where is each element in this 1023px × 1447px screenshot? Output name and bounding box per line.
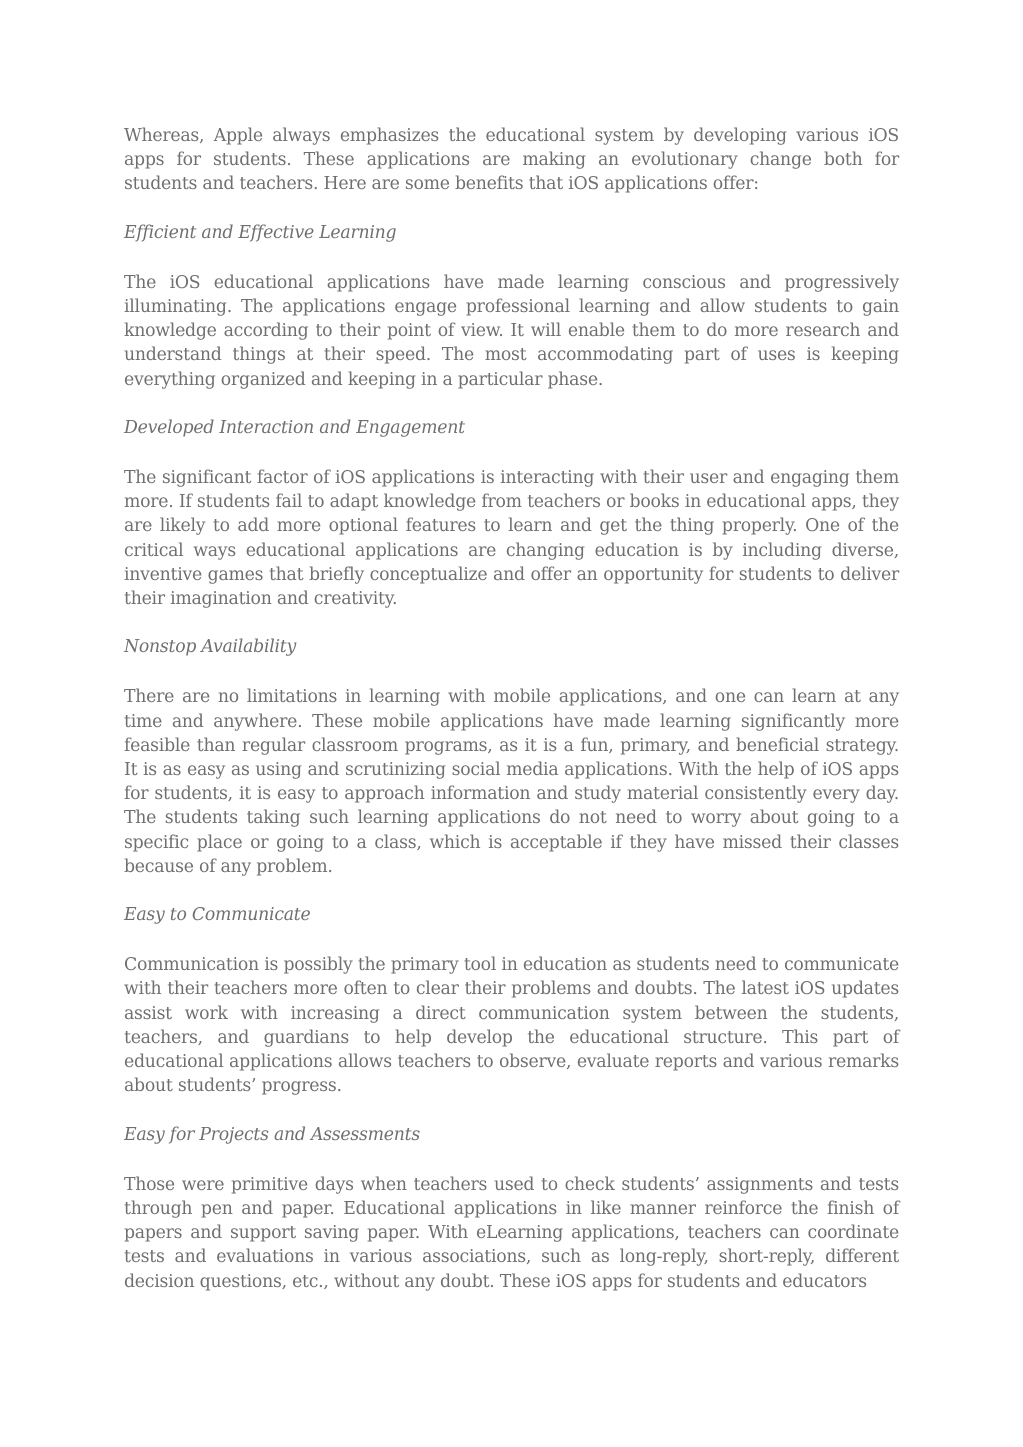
easy-communicate-paragraph: Communication is possibly the primary tool in education as students need to communicate with their teachers more often to clear their problems and doubts. The latest iOS updates assist work with increasing a direct communication system between the students, teachers, and guardians to help develop the educational structure. This part of educational applications allows teachers to observe, evaluate reports and various remarks about students’ progress. xyxy=(124,955,899,1097)
section-heading-interaction-engagement: Developed Interaction and Engagement xyxy=(124,417,465,438)
section-heading-easy-communicate: Easy to Communicate xyxy=(124,905,311,926)
efficient-learning-paragraph: The iOS educational applications have made learning conscious and progressively illuminating. The applications engage professional learning and allow students to gain knowledge according to their point of view. It will enable them to do more research and understand things at their speed. The most accommodating part of uses is keeping everything organized and keeping in a particular phase. xyxy=(124,272,899,390)
document-page xyxy=(124,124,899,1318)
nonstop-availability-paragraph: There are no limitations in learning with mobile applications, and one can learn at any time and anywhere. These mobile applications have made learning significantly more feasible than regular classroom programs, as it is a fun, primary, and beneficial strategy. It is as easy as using and scrutinizing social media applications. With the help of iOS apps for students, it is easy to approach information and study material consistently every day. The students taking such learning applications do not need to worry about going to a specific place or going to a class, which is acceptable if they have missed their classes because of any problem. xyxy=(124,687,899,877)
intro-paragraph: Whereas, Apple always emphasizes the educational system by developing various iOS apps for students. These applications are making an evolutionary change both for students and teachers. Here are some benefits that iOS applications offer: xyxy=(124,126,899,195)
projects-assessments-paragraph: Those were primitive days when teachers used to check students’ assignments and tests through pen and paper. Educational applications in like manner reinforce the finish of papers and support saving paper. With eLearning applications, teachers can coordinate tests and evaluations in various associations, such as long-reply, short-reply, different decision questions, etc., without any doubt. These iOS apps for students and educators xyxy=(124,1174,899,1292)
section-heading-projects-assessments: Easy for Projects and Assessments xyxy=(124,1124,420,1145)
section-heading-efficient-learning: Efficient and Effective Learning xyxy=(124,222,397,243)
section-heading-nonstop-availability: Nonstop Availability xyxy=(124,637,296,658)
interaction-engagement-paragraph: The significant factor of iOS applications is interacting with their user and engaging them more. If students fail to adapt knowledge from teachers or books in educational apps, they are likely to add more optional features to learn and get the thing properly. One of the critical ways educational applications are changing education is by including diverse, inventive games that briefly conceptualize and offer an opportunity for students to deliver their imagination and creativity. xyxy=(124,468,899,610)
